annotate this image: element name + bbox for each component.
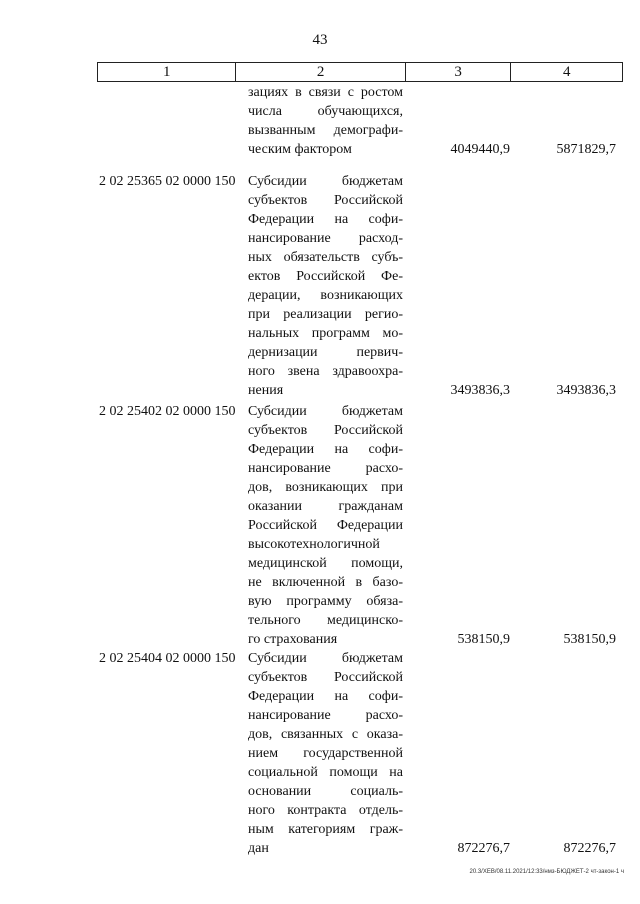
footer-stamp: 20.3/ХЕВ/08.11.2021/12:33/нмз-БЮДЖЕТ-2 чт-закон-1 ч bbox=[469, 869, 624, 875]
row-code: 2 02 25402 02 0000 150 bbox=[99, 404, 236, 419]
page-number: 43 bbox=[312, 32, 328, 48]
row-description bbox=[248, 172, 403, 400]
header-col-2: 2 bbox=[236, 63, 405, 81]
row-value-col4: 5871829,7 bbox=[556, 142, 616, 157]
description-line: Российской Федерации bbox=[248, 518, 403, 533]
description-line: тельного медицинско- bbox=[248, 613, 403, 628]
description-line: вызванным демографи- bbox=[248, 123, 403, 138]
description-line: ных обязательств субъ- bbox=[248, 250, 403, 265]
description-line: зациях в связи с ростом bbox=[248, 85, 403, 100]
description-line: ным категориям граж- bbox=[248, 822, 403, 837]
description-line: ческим фактором bbox=[248, 142, 352, 157]
description-line: основании социаль- bbox=[248, 784, 403, 799]
description-line: нальных программ мо- bbox=[248, 326, 403, 341]
description-line: Субсидии бюджетам bbox=[248, 651, 403, 666]
description-line: ного контракта отдель- bbox=[248, 803, 403, 818]
row-value-col3: 872276,7 bbox=[457, 841, 510, 856]
header-col-4: 4 bbox=[562, 64, 571, 80]
row-value-col4: 872276,7 bbox=[563, 841, 616, 856]
description-line: не включенной в базо- bbox=[248, 575, 403, 590]
description-line: дерации, возникающих bbox=[248, 288, 403, 303]
description-line: субъектов Российской bbox=[248, 423, 403, 438]
description-line: высокотехнологичной bbox=[248, 537, 380, 552]
description-line: числа обучающихся, bbox=[248, 104, 403, 119]
description-line: Федерации на софи- bbox=[248, 689, 403, 704]
row-code: 2 02 25365 02 0000 150 bbox=[99, 174, 236, 189]
row-value-col3: 3493836,3 bbox=[450, 383, 510, 398]
description-line: ного звена здравоохра- bbox=[248, 364, 403, 379]
description-line: дан bbox=[248, 841, 269, 856]
description-line: Субсидии бюджетам bbox=[248, 404, 403, 419]
description-line: нансирование расход- bbox=[248, 231, 403, 246]
description-line: Субсидии бюджетам bbox=[248, 174, 403, 189]
description-line: Федерации на софи- bbox=[248, 212, 403, 227]
description-line: дов, связанных с оказа- bbox=[248, 727, 403, 742]
description-line: нансирование расхо- bbox=[248, 461, 403, 476]
description-line: нения bbox=[248, 383, 284, 398]
row-value-col4: 3493836,3 bbox=[556, 383, 616, 398]
description-line: вую программу обяза- bbox=[248, 594, 403, 609]
row-description bbox=[248, 83, 403, 159]
row-value-col3: 4049440,9 bbox=[450, 142, 510, 157]
description-line: социальной помощи на bbox=[248, 765, 403, 780]
description-line: при реализации регио- bbox=[248, 307, 403, 322]
table-header bbox=[97, 62, 623, 82]
row-value-col3: 538150,9 bbox=[457, 632, 510, 647]
header-col-3: 3 bbox=[406, 63, 512, 81]
description-line: субъектов Российской bbox=[248, 670, 403, 685]
description-line: оказании гражданам bbox=[248, 499, 403, 514]
description-line: нием государственной bbox=[248, 746, 403, 761]
row-description bbox=[248, 402, 403, 649]
description-line: го страхования bbox=[248, 632, 338, 647]
description-line: дернизации первич- bbox=[248, 345, 403, 360]
description-line: Федерации на софи- bbox=[248, 442, 403, 457]
description-line: нансирование расхо- bbox=[248, 708, 403, 723]
row-value-col4: 538150,9 bbox=[563, 632, 616, 647]
description-line: медицинской помощи, bbox=[248, 556, 403, 571]
header-col-1: 1 bbox=[98, 63, 236, 81]
description-line: ектов Российской Фе- bbox=[248, 269, 403, 284]
description-line: субъектов Российской bbox=[248, 193, 403, 208]
description-line: дов, возникающих при bbox=[248, 480, 403, 495]
row-description bbox=[248, 649, 403, 858]
row-code: 2 02 25404 02 0000 150 bbox=[99, 651, 236, 666]
